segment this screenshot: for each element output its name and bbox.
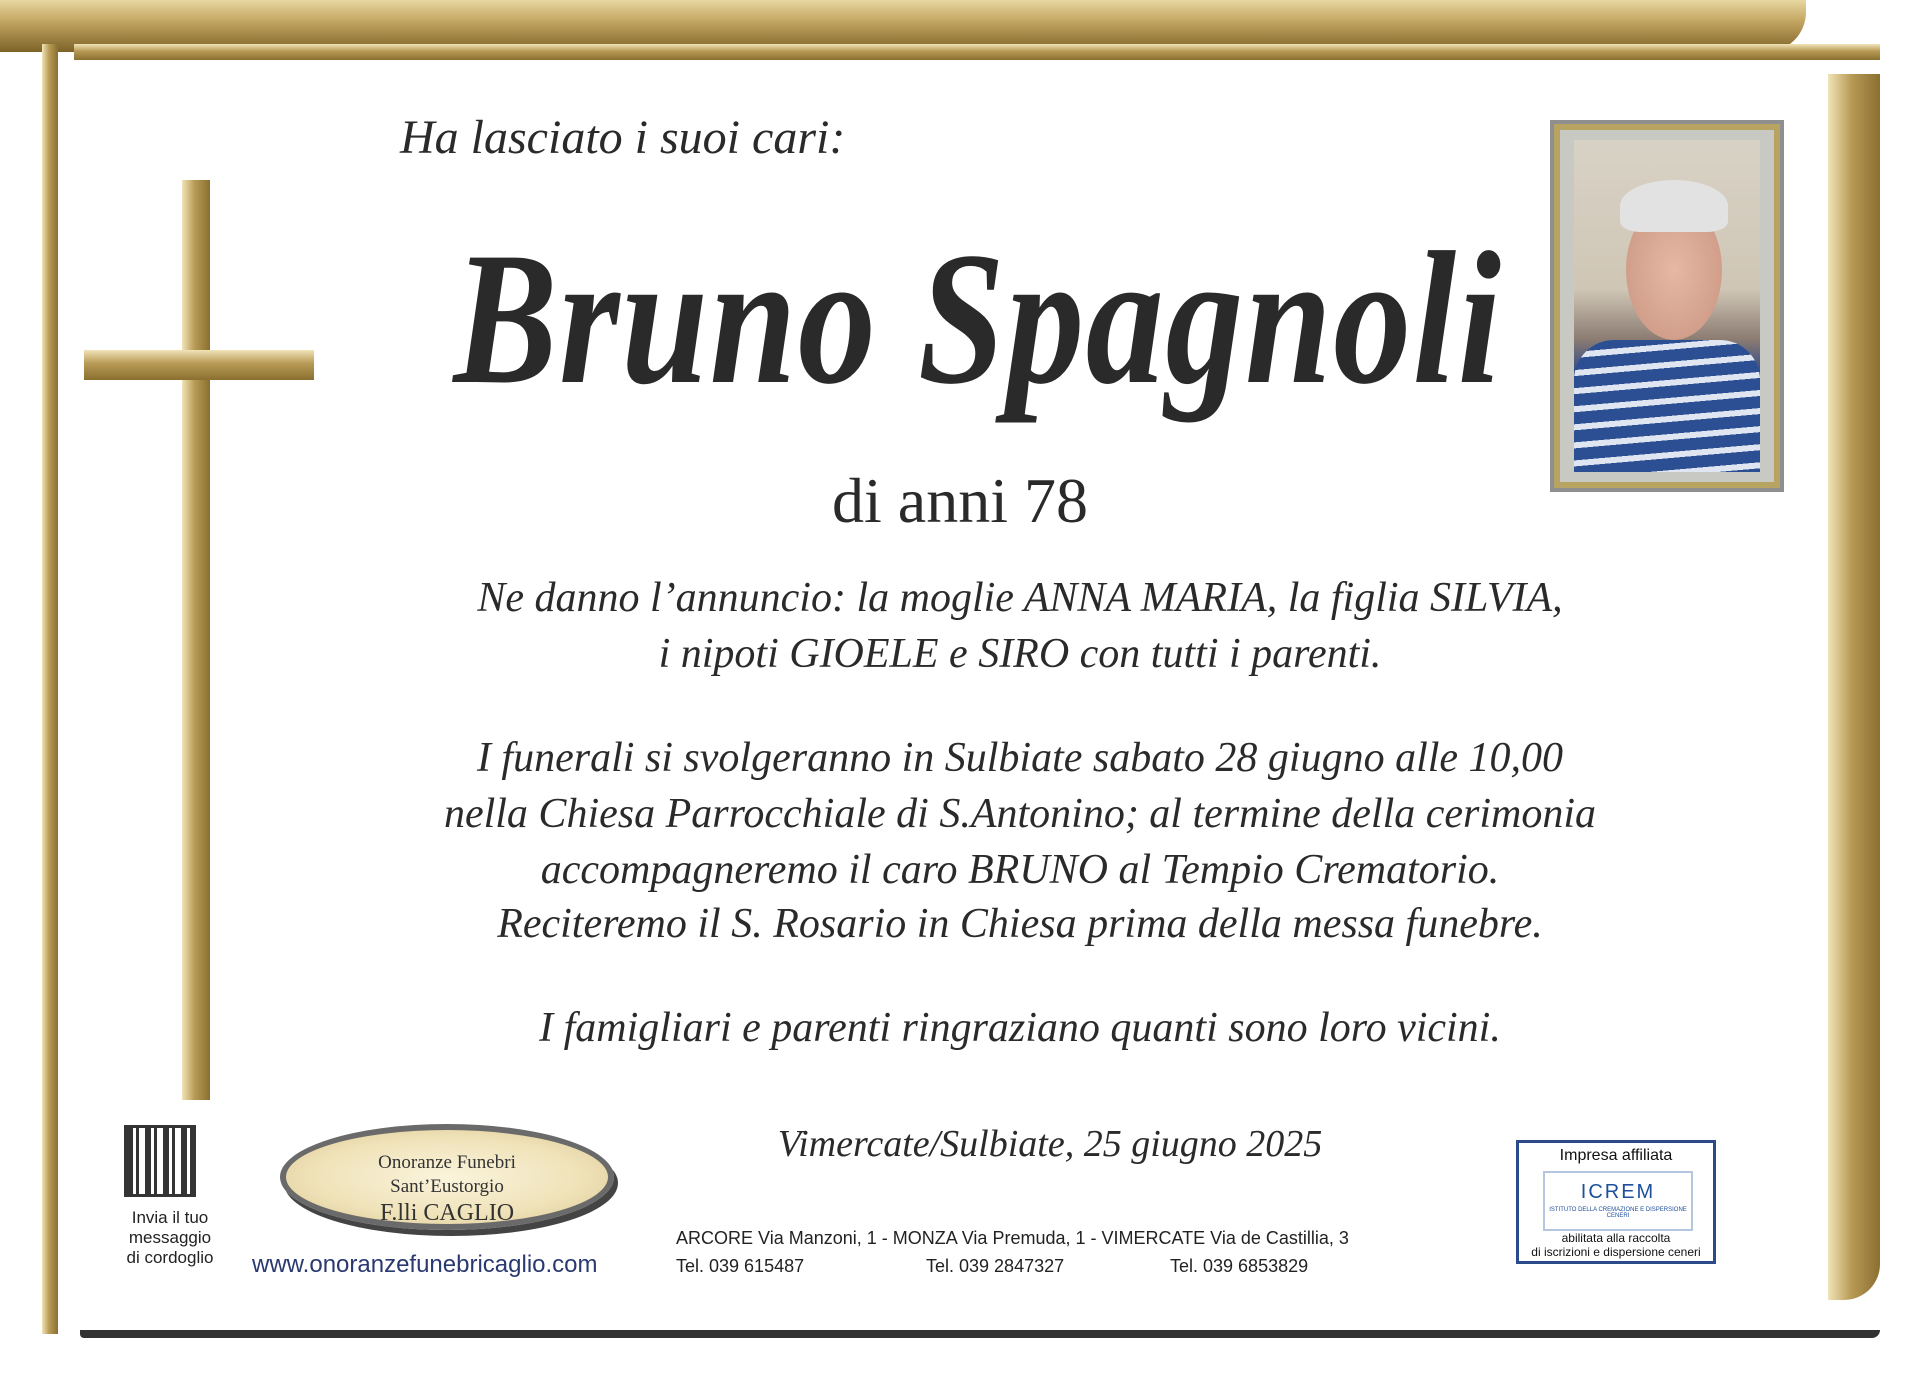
- website-link[interactable]: www.onoranzefunebricaglio.com: [252, 1251, 598, 1278]
- funeral-line: nella Chiesa Parrocchiale di S.Antonino; al termine della cerimonia: [443, 791, 1597, 837]
- portrait-hair: [1620, 180, 1728, 232]
- frame-shadow: [80, 1330, 1880, 1338]
- place-date: Vimercate/Sulbiate, 25 giugno 2025: [777, 1123, 1323, 1165]
- deceased-age: di anni 78: [832, 465, 1088, 536]
- funeral-line: I funerali si svolgeranno in Sulbiate sabato 28 giugno alle 10,00: [476, 735, 1564, 781]
- qr-code-icon[interactable]: [124, 1125, 196, 1197]
- icrem-subtitle: ISTITUTO DELLA CREMAZIONE E DISPERSIONE CENERI: [1549, 1207, 1687, 1219]
- portrait-shirt: [1574, 340, 1760, 472]
- frame-right-border: [1828, 74, 1880, 1300]
- cross-arm: [84, 350, 314, 380]
- cross-icon: [182, 180, 210, 1100]
- announcement-line: Ne danno l’annuncio: la moglie ANNA MARIA, la figlia SILVIA,: [477, 575, 1563, 621]
- qr-caption: Invia il tuo messaggio di cordoglio: [126, 1208, 214, 1267]
- logo-line: F.lli CAGLIO: [379, 1200, 515, 1226]
- intro-text: Ha lasciato i suoi cari:: [400, 111, 846, 164]
- thanks-line: I famigliari e parenti ringraziano quanti sono loro vicini.: [539, 1005, 1501, 1051]
- deceased-name: Bruno Spagnoli: [453, 214, 1503, 424]
- phone-arcore: Tel. 039 615487: [676, 1256, 805, 1276]
- portrait-photo: [1550, 120, 1784, 492]
- logo-line: Onoranze Funebri: [378, 1152, 516, 1173]
- phone-vimercate: Tel. 039 6853829: [1170, 1256, 1309, 1276]
- funeral-line: accompagneremo il caro BRUNO al Tempio Crematorio.: [540, 847, 1500, 893]
- affiliate-caption: abilitata alla raccolta di iscrizioni e dispersione ceneri: [1531, 1231, 1701, 1259]
- affiliate-title: Impresa affiliata: [1559, 1147, 1673, 1164]
- frame-left-border: [42, 44, 58, 1334]
- phone-monza: Tel. 039 2847327: [926, 1256, 1065, 1276]
- addresses: ARCORE Via Manzoni, 1 - MONZA Via Premuda, 1 - VIMERCATE Via de Castillia, 3: [676, 1228, 1349, 1248]
- funeral-line: Reciteremo il S. Rosario in Chiesa prima della messa funebre.: [497, 901, 1543, 947]
- announcement-line: i nipoti GIOELE e SIRO con tutti i parenti.: [658, 631, 1382, 677]
- icrem-logo: [1543, 1171, 1693, 1231]
- portrait-image: [1574, 140, 1760, 472]
- logo-line: Sant’Eustorgio: [390, 1176, 504, 1197]
- funeral-home-logo: [280, 1124, 614, 1230]
- icrem-name: ICREM: [1580, 1181, 1656, 1203]
- frame-top-border: [74, 44, 1880, 60]
- affiliate-badge: [1516, 1140, 1716, 1264]
